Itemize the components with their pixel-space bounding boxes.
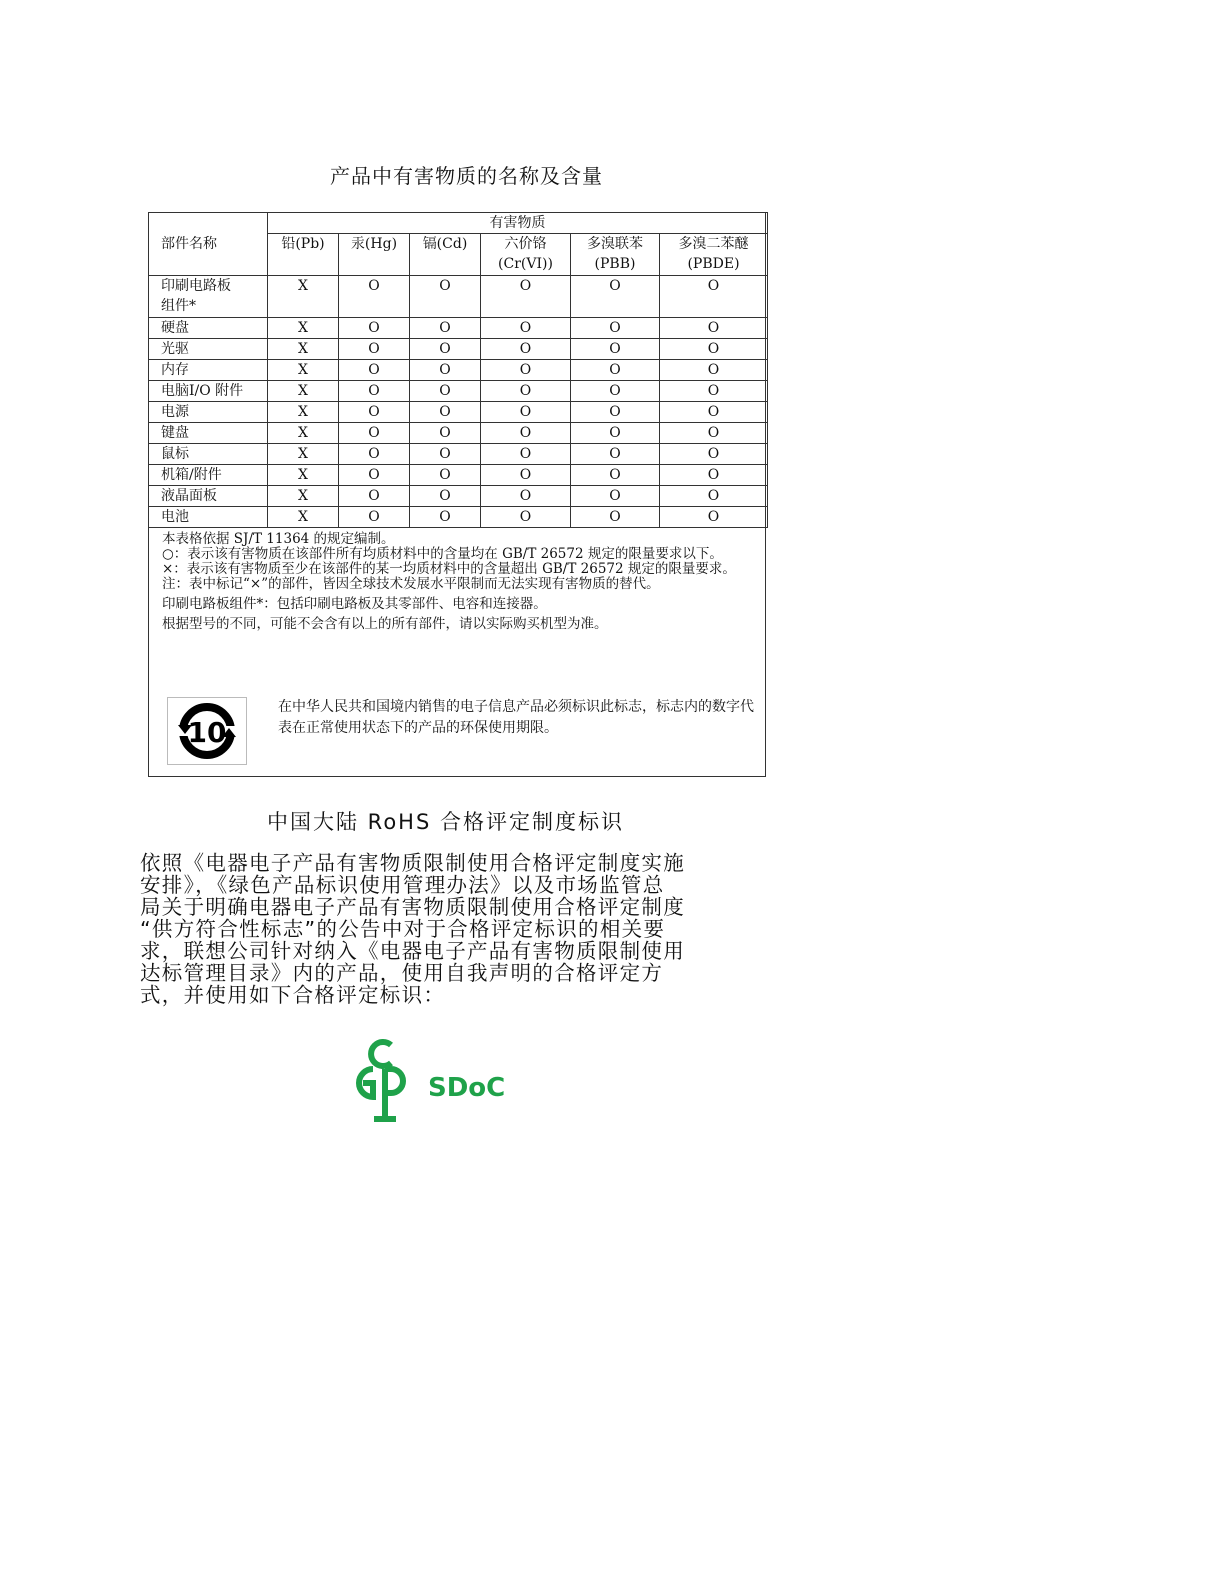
- rohs-line: 求，联想公司针对纳入《电器电子产品有害物质限制使用: [140, 939, 685, 963]
- substance-value-cell: O: [339, 318, 410, 339]
- table-row: [149, 486, 768, 507]
- substance-value-cell: O: [339, 444, 410, 465]
- substance-value-cell: O: [339, 381, 410, 402]
- substance-value-cell: X: [268, 339, 339, 360]
- substance-value-cell: O: [410, 465, 481, 486]
- substance-value-cell: O: [481, 318, 571, 339]
- part-name-header: 部件名称: [149, 213, 268, 276]
- note-cross: ×：表示该有害物质至少在该部件的某一均质材料中的含量超出 GB/T 26572 规定的限量要求。: [162, 561, 736, 577]
- column-header: 六价铬 (Cr(VI)): [481, 234, 571, 276]
- table-row: [149, 402, 768, 423]
- substance-value-cell: O: [571, 276, 660, 318]
- table-row: [149, 423, 768, 444]
- substance-group-header: 有害物质: [268, 213, 768, 234]
- part-name-cell: 机箱/附件: [149, 465, 268, 486]
- rohs-line: 安排》，《绿色产品标识使用管理办法》以及市场监管总: [140, 873, 665, 897]
- part-name-cell: 硬盘: [149, 318, 268, 339]
- substance-value-cell: X: [268, 486, 339, 507]
- efup-description: 在中华人民共和国境内销售的电子信息产品必须标识此标志，标志内的数字代表在正常使用状态下的产品的环保使用期限。: [278, 699, 754, 736]
- note-model: 根据型号的不同，可能不会含有以上的所有部件，请以实际购买机型为准。: [162, 616, 608, 632]
- table-body: [149, 276, 768, 528]
- note-standard: 本表格依据 SJ/T 11364 的规定编制。: [162, 531, 395, 547]
- table-row: [149, 381, 768, 402]
- substance-value-cell: O: [660, 276, 768, 318]
- substance-value-cell: O: [660, 507, 768, 528]
- table-row: [149, 507, 768, 528]
- rohs-line: 式，并使用如下合格评定标识：: [140, 983, 446, 1007]
- efup-10-icon: [167, 697, 247, 765]
- substance-value-cell: O: [481, 360, 571, 381]
- sdoc-logo: [344, 1033, 504, 1125]
- substance-value-cell: X: [268, 444, 339, 465]
- substance-value-cell: O: [571, 444, 660, 465]
- substance-value-cell: O: [481, 339, 571, 360]
- part-name-cell: 内存: [149, 360, 268, 381]
- rohs-line: 局关于明确电器电子产品有害物质限制使用合格评定制度: [140, 895, 685, 919]
- substance-value-cell: O: [410, 507, 481, 528]
- column-header: 镉(Cd): [410, 234, 481, 276]
- column-header: 铅(Pb): [268, 234, 339, 276]
- substance-value-cell: X: [268, 465, 339, 486]
- substance-value-cell: O: [481, 423, 571, 444]
- substance-value-cell: O: [571, 465, 660, 486]
- substance-value-cell: O: [410, 318, 481, 339]
- substance-value-cell: O: [339, 402, 410, 423]
- column-header: 汞(Hg): [339, 234, 410, 276]
- rohs-line: “供方符合性标志”的公告中对于合格评定标识的相关要: [140, 917, 666, 941]
- sdoc-label: SDoC: [428, 1073, 504, 1103]
- substance-value-cell: O: [339, 507, 410, 528]
- substance-value-cell: O: [571, 360, 660, 381]
- table-row: [149, 444, 768, 465]
- substance-value-cell: O: [481, 276, 571, 318]
- substance-value-cell: O: [410, 486, 481, 507]
- substance-value-cell: O: [660, 486, 768, 507]
- table-row: [149, 339, 768, 360]
- table-notes: [162, 532, 752, 634]
- substance-value-cell: O: [339, 339, 410, 360]
- substance-value-cell: O: [339, 276, 410, 318]
- substance-value-cell: O: [481, 381, 571, 402]
- substance-value-cell: O: [410, 276, 481, 318]
- substance-value-cell: O: [660, 465, 768, 486]
- substance-value-cell: O: [660, 381, 768, 402]
- part-name-cell: 电池: [149, 507, 268, 528]
- rohs-heading: 中国大陆 RoHS 合格评定制度标识: [267, 810, 624, 834]
- substance-value-cell: X: [268, 423, 339, 444]
- column-header: 多溴二苯醚 (PBDE): [660, 234, 768, 276]
- substance-value-cell: O: [660, 423, 768, 444]
- substance-value-cell: O: [410, 381, 481, 402]
- substance-value-cell: X: [268, 318, 339, 339]
- substance-value-cell: X: [268, 381, 339, 402]
- substance-value-cell: O: [481, 507, 571, 528]
- table-row: [149, 360, 768, 381]
- substance-value-cell: O: [571, 507, 660, 528]
- efup-number: 10: [187, 716, 227, 749]
- part-name-cell: 光驱: [149, 339, 268, 360]
- part-name-cell: 印刷电路板组件*: [149, 276, 268, 318]
- hazardous-substances-table: [148, 212, 768, 528]
- note-pcba: 印刷电路板组件*：包括印刷电路板及其零部件、电容和连接器。: [162, 596, 547, 612]
- substance-value-cell: O: [339, 465, 410, 486]
- substance-value-cell: O: [410, 339, 481, 360]
- part-name-cell: 电源: [149, 402, 268, 423]
- note-circle: ○：表示该有害物质在该部件所有均质材料中的含量均在 GB/T 26572 规定的限量要求以下。: [162, 546, 723, 562]
- substance-value-cell: O: [660, 402, 768, 423]
- column-header: 多溴联苯 (PBB): [571, 234, 660, 276]
- substance-value-cell: O: [481, 402, 571, 423]
- substance-value-cell: O: [339, 486, 410, 507]
- table-row: [149, 465, 768, 486]
- rohs-line: 依照《电器电子产品有害物质限制使用合格评定制度实施: [140, 851, 685, 875]
- part-name-cell: 液晶面板: [149, 486, 268, 507]
- substance-value-cell: O: [339, 423, 410, 444]
- part-name-cell: 鼠标: [149, 444, 268, 465]
- substance-value-cell: O: [571, 339, 660, 360]
- page-title: 产品中有害物质的名称及含量: [330, 164, 603, 188]
- substance-value-cell: O: [571, 423, 660, 444]
- substance-value-cell: O: [410, 444, 481, 465]
- substance-value-cell: X: [268, 276, 339, 318]
- substance-value-cell: O: [410, 360, 481, 381]
- substance-value-cell: O: [571, 381, 660, 402]
- substance-value-cell: O: [660, 444, 768, 465]
- part-name-cell: 电脑I/O 附件: [149, 381, 268, 402]
- part-name-cell: 键盘: [149, 423, 268, 444]
- substance-value-cell: X: [268, 360, 339, 381]
- substance-value-cell: O: [571, 486, 660, 507]
- substance-value-cell: O: [481, 444, 571, 465]
- substance-value-cell: X: [268, 507, 339, 528]
- substance-value-cell: O: [571, 318, 660, 339]
- substance-value-cell: O: [410, 402, 481, 423]
- table-row: [149, 318, 768, 339]
- rohs-paragraph: [140, 852, 752, 1006]
- table-row: [149, 276, 768, 318]
- substance-value-cell: O: [410, 423, 481, 444]
- substance-value-cell: O: [481, 486, 571, 507]
- rohs-line: 达标管理目录》内的产品，使用自我声明的合格评定方: [140, 961, 664, 985]
- substance-value-cell: X: [268, 402, 339, 423]
- substance-value-cell: O: [339, 360, 410, 381]
- note-remark: 注：表中标记“×”的部件，皆因全球技术发展水平限制而无法实现有害物质的替代。: [162, 576, 660, 592]
- substance-value-cell: O: [660, 318, 768, 339]
- substance-value-cell: O: [571, 402, 660, 423]
- substance-value-cell: O: [660, 360, 768, 381]
- substance-value-cell: O: [660, 339, 768, 360]
- substance-value-cell: O: [481, 465, 571, 486]
